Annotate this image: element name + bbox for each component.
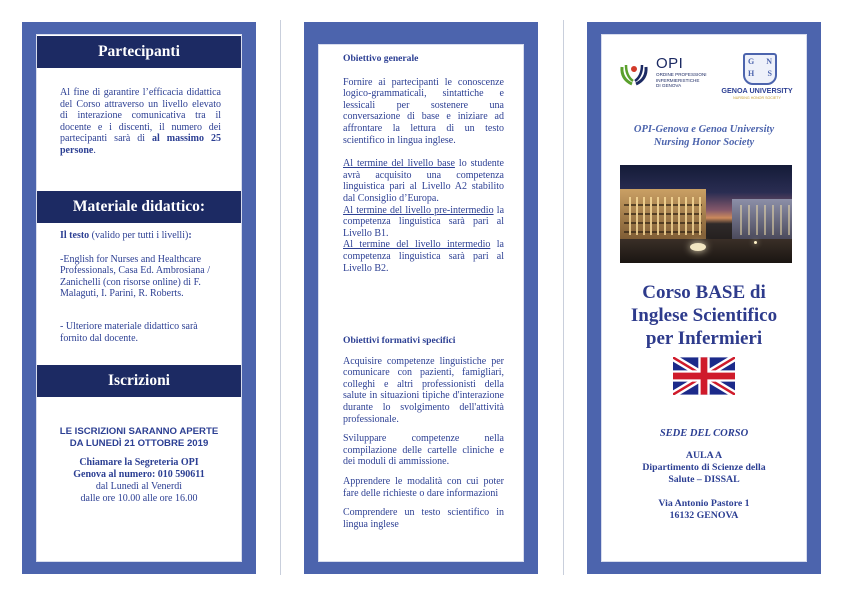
society-name (602, 123, 806, 149)
panel-left (22, 22, 256, 574)
panel-left-content (36, 34, 242, 562)
gnhs-logo-tagline: NURSING HONOR SOCIETY (733, 96, 781, 100)
obiettivo-heading: Obiettivo generale (343, 53, 419, 64)
society-line-2: Nursing Honor Society (653, 137, 755, 148)
livello-intermedio (343, 239, 504, 274)
photo-building-left-windows (624, 197, 702, 235)
aula-label: AULA A (685, 450, 723, 461)
course-title (602, 281, 806, 350)
call-line-1: Chiamare la Segreteria OPI (79, 457, 199, 468)
panel-right-content (601, 34, 807, 562)
partecipanti-max: al massimo 25 persone (60, 133, 221, 156)
notice-line-2: DA LUNEDÌ 21 OTTOBRE 2019 (69, 438, 209, 449)
opi-logo-line-1: ORDINE PROFESSIONI (656, 72, 707, 77)
street-address: Via Antonio Pastore 1 (658, 498, 750, 509)
opi-logo (619, 55, 714, 95)
photo-square (620, 239, 792, 263)
gnhs-letter: S (767, 69, 772, 78)
partecipanti-text (60, 87, 221, 157)
dept-line-1: Dipartimento di Scienze della (642, 462, 766, 473)
specifici-section (343, 335, 504, 530)
materiale-text (60, 230, 225, 344)
opi-logo-name: OPI (656, 55, 684, 72)
gnhs-letter: N (766, 57, 772, 66)
partecipanti-body: Al fine di garantire l’efficacia didattica del Corso attraverso un livello elevato di interazione comunicativa tra il docente e i discenti, il numero dei partecipanti sarà di (60, 87, 221, 145)
panel-right (587, 22, 821, 574)
livello-pre-text: la competenza linguistica sarà pari al Livello B1. (343, 204, 505, 239)
partecipanti-period: . (93, 144, 96, 156)
gnhs-logo (716, 53, 798, 103)
photo-building-right-windows (734, 205, 790, 235)
course-title-line-2: Inglese Scientifico (630, 305, 778, 326)
panel-middle-content (318, 44, 524, 562)
gnhs-logo-name: GENOA UNIVERSITY (721, 86, 793, 95)
sede-address (602, 450, 806, 522)
course-title-line-1: Corso BASE di (642, 282, 766, 303)
city-address: 16132 GENOVA (669, 510, 739, 521)
specifici-item: Sviluppare competenze nella compilazione delle cartelle cliniche e dei moduli di ammissione. (343, 433, 504, 468)
obiettivo-section (343, 53, 504, 274)
opi-logo-line-3: DI GENOVA (656, 83, 682, 88)
livello-intermedio-label: Al termine del livello intermedio (343, 239, 491, 251)
partecipanti-heading: Partecipanti (37, 36, 241, 68)
specifici-item: Apprendere le modalità con cui poter fare delle richieste o dare informazioni (343, 475, 504, 499)
testo-colon: : (188, 230, 192, 241)
gnhs-letter: G (748, 57, 755, 66)
dept-line-2: Salute – DISSAL (668, 474, 740, 485)
hours-line-1: dal Lunedì al Venerdì (95, 481, 183, 492)
gnhs-shield-icon (743, 53, 777, 85)
fold-line-right (563, 20, 564, 575)
gnhs-letter: H (748, 69, 755, 78)
course-title-line-3: per Infermieri (645, 328, 763, 349)
livello-intermedio-text: la competenza linguistica sarà pari al Livello B2. (343, 239, 504, 274)
specifici-heading: Obiettivi formativi specifici (343, 335, 456, 346)
opi-logo-subtitle (656, 72, 707, 89)
fold-line-left (280, 20, 281, 575)
uk-flag-icon (673, 357, 735, 395)
livello-base-label: Al termine del livello base (343, 158, 455, 170)
iscrizioni-notice (37, 426, 241, 450)
opi-logo-line-2: INFERMIERISTICHE (656, 77, 700, 83)
testo-label: Il testo (60, 230, 90, 241)
materiale-heading: Materiale didattico: (37, 191, 241, 223)
specifici-item: Acquisire competenze linguistiche per comunicare con pazienti, famigliari, colleghi e altri professionisti della salute in situazioni tipiche d'interazione durante lo svolgimento dell'attività professionale. (343, 355, 504, 425)
panel-middle (304, 22, 538, 574)
obiettivo-body: Fornire ai partecipanti le conoscenze logico-grammaticali, sintattiche e lessicali per sostenere una conversazione di base e iniziare ad affrontare la lettura di un testo scientifico in lingua inglese. (343, 76, 504, 146)
livello-base (343, 158, 504, 204)
society-line-1: OPI-Genova e Genoa University (633, 124, 775, 135)
extra-material: - Ulteriore materiale didattico sarà fornito dal docente. (60, 320, 198, 344)
notice-line-1: LE ISCRIZIONI SARANNO APERTE (59, 426, 219, 437)
sede-heading: SEDE DEL CORSO (659, 428, 749, 439)
call-line-2: Genova al numero: 010 590611 (73, 469, 205, 480)
book-reference: -English for Nurses and Healthcare Professionals, Casa Ed. Ambrosiana / Zanichelli (con risorse online) di F. Malaguti, I. Parini, R. Roberts. (60, 253, 210, 300)
specifici-item: Comprendere un testo scientifico in lingua inglese (343, 507, 504, 530)
iscrizioni-heading: Iscrizioni (37, 365, 241, 397)
hours-line-2: dalle ore 10.00 alle ore 16.00 (80, 493, 198, 504)
opi-hands-icon (619, 59, 649, 87)
livello-pre (343, 205, 504, 240)
photo-fountain (690, 243, 706, 251)
photo-street-lamp (754, 241, 757, 244)
iscrizioni-contact (37, 457, 241, 505)
testo-line (60, 230, 225, 242)
genova-night-photo (620, 165, 792, 263)
testo-note: (valido per tutti i livelli) (91, 230, 189, 241)
livello-pre-label: Al termine del livello pre-intermedio (343, 204, 494, 216)
livello-base-text: lo studente avrà acquisito una competenza linguistica pari al Livello A2 stabilito dal Consiglio d’Europa. (343, 158, 504, 204)
